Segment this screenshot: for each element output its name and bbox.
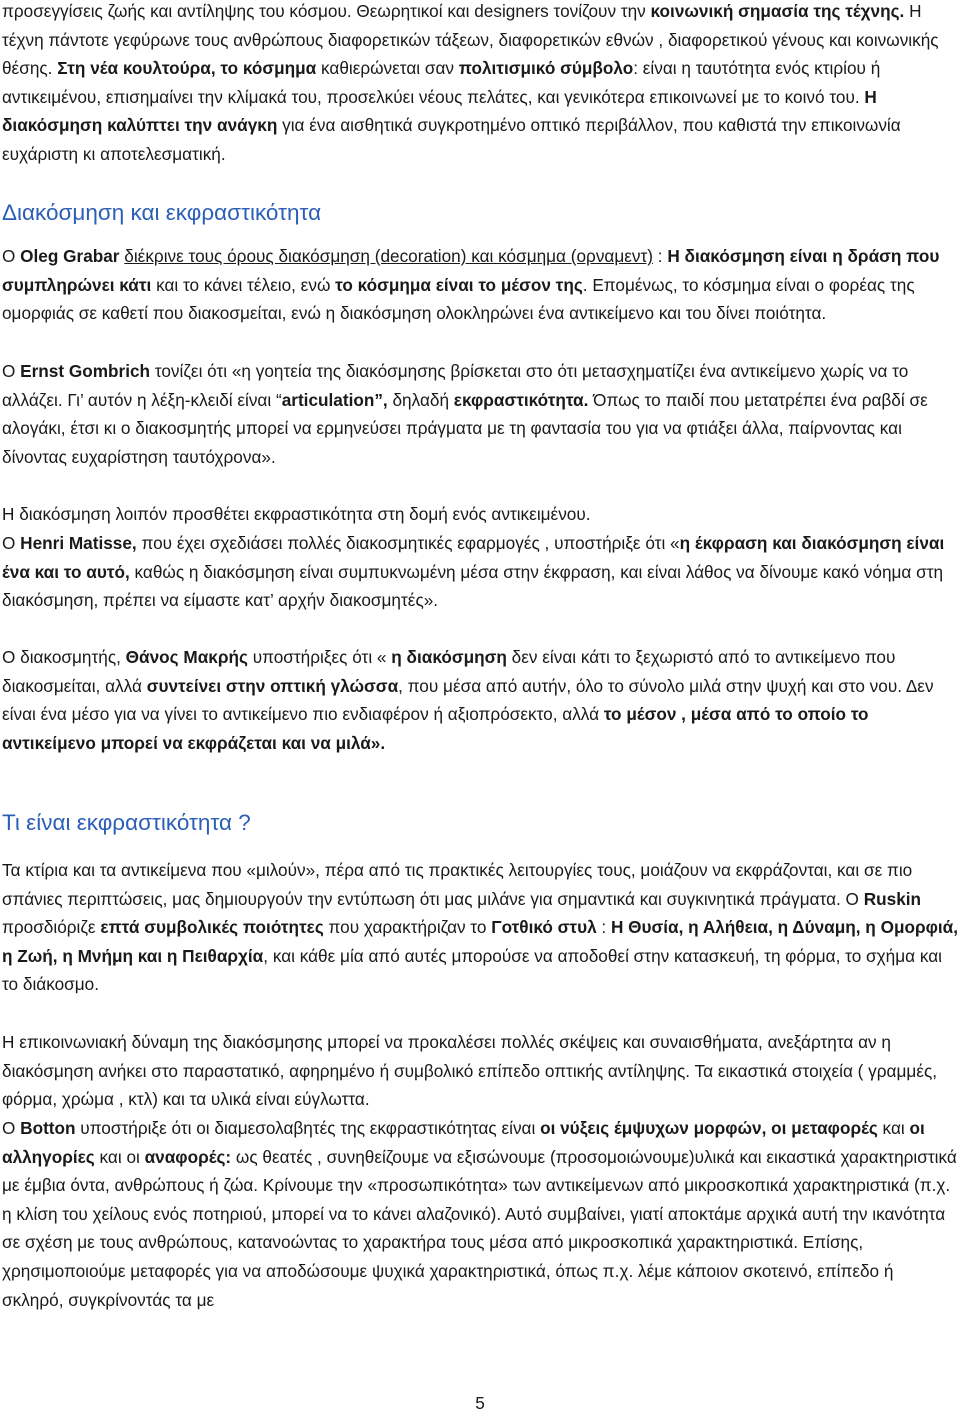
text-run: υποστήριξε ότι οι διαμεσολαβητές της εκφραστικότητας είναι [75, 1118, 541, 1138]
text-run: Τα κτίρια και τα αντικείμενα που «μιλούν», πέρα από τις πρακτικές λειτουργίες τους, μοιάζουν να εκφράζονται, και σε πιο σπάνιες περιπτώσεις, μας δημιουργούν την εντύπωση ότι μας μιλάνε για σημαντικά και συγκινητικά πράγματα. Ο [2, 860, 913, 909]
bold-text: πολιτισμικό σύμβολο [458, 58, 634, 79]
text-run: : [596, 917, 611, 938]
text-run: Ο [2, 361, 21, 381]
text-run: Ο [2, 246, 21, 266]
text-run: , που μέσα από αυτήν, όλο το σύνολο μιλά στην ψυχή και στο νου. Δεν είναι ένα μέσο για να γίνει το αντικείμενο πιο ενδιαφέρον ή αξιοπρόσεκτο, αλλά [2, 675, 934, 725]
bold-text: κοινωνική σημασία της τέχνης. [650, 1, 905, 21]
matisse-paragraph [2, 529, 958, 615]
section-heading: Τι είναι εκφραστικότητα ? [2, 810, 251, 835]
bold-text: συντείνει στην οπτική γλώσσα [146, 675, 399, 696]
bold-text: Ernst Gombrich [20, 361, 151, 381]
bold-text: το μέσον , μέσα από το οποίο το αντικείμενο μπορεί να εκφράζεται και να μιλά». [2, 704, 869, 753]
bold-text: οι αλληγορίες [2, 1118, 925, 1167]
text-run: τονίζει ότι «η γοητεία της διακόσμησης βρίσκεται στο ότι μετασχηματίζει ένα αντικείμενο χωρίς να το αλλάζει. Γι’ αυτόν η λέξη-κλειδί είναι “ [2, 361, 909, 410]
text-run: προσδιόριζε [2, 917, 101, 938]
text-run: ως θεατές , συνηθείζουμε να εξισώνουμε (προσομοιώνουμε)υλικά και εικαστικά χαρακτηριστικά με έμβια όντα, ανθρώπους ή ζώα. Κρίνουμε την «προσωπικότητα» των αντικείμενων από μικροσκοπικά χαρακτηριστικά (π.χ. η κλίση του χείλους ενός ποτηριού, μπορεί να το κάνει αλαζονικό). Αυτό συμβαίνει, γιατί αποκτάμε αρχικά αυτή την ικανότητα σε σχέση με τους ανθρώπους, κατανοώντας το χαρακτήρα τους μέσα από μικροσκοπικά χαρακτηριστικά. Επίσης, χρησιμοποιούμε μεταφορές για να αποδώσουμε ψυχικά χαρακτηριστικά, όπως π.χ. λέμε κάποιον σκοτεινό, επίπεδο ή σκληρό, συγκρίνοντάς τα με [2, 1146, 957, 1310]
text-run: δεν είναι κάτι το ξεχωριστό από το αντικείμενο που διακοσμείται, αλλά [2, 647, 896, 696]
bold-text: Η διακόσμηση είναι η δράση που συμπληρώνει κάτι [2, 246, 940, 295]
bold-text: οι νύξεις έμψυχων μορφών, οι μεταφορές [540, 1118, 878, 1138]
bold-text: Ruskin [863, 888, 922, 909]
bold-text: η έκφραση και διακόσμηση είναι ένα και το αυτό, [2, 533, 945, 582]
text-run: προσεγγίσεις ζωής και αντίληψης του κόσμου. Θεωρητικοί και designers τονίζουν την [2, 1, 651, 21]
grabar-paragraph [2, 242, 958, 328]
text-run: και [877, 1118, 910, 1138]
makris-paragraph [2, 643, 958, 757]
bold-text: Στη νέα κουλτούρα, το κόσμημα [57, 58, 317, 79]
text-run: Ο [2, 533, 21, 553]
text-run: Η τέχνη πάντοτε γεφύρωνε τους ανθρώπους διαφορετικών τάξεων, διαφορετικών εθνών , διαφορετικού γένους και κοινωνικής θέσης. [2, 1, 939, 79]
bold-text: Botton [20, 1118, 76, 1138]
text-run: που χαρακτήριζαν το [323, 917, 492, 938]
text-run: : είναι η ταυτότητα ενός κτιρίου ή αντικειμένου, επισημαίνει την κλίμακά του, προσελκύει νέους πελάτες, και γενικότερα επικοινωνεί με το κοινό του. [2, 58, 881, 107]
bold-text: εκφραστικότητα. [453, 389, 589, 410]
text-run: Ο [2, 1118, 21, 1138]
underlined-text: διέκρινε τους όρους διακόσμηση (decoration) και κόσμημα (ορναμεντ) [124, 246, 654, 266]
text-run: , και κάθε μία από αυτές μπορούσε να αποδοθεί στην κατασκευή, τη φόρμα, το σχήμα και το διάκοσμο. [2, 945, 942, 995]
bold-text: Oleg Grabar [20, 246, 120, 266]
bold-text: Θάνος Μακρής [125, 647, 248, 667]
bold-text: Henri Matisse, [20, 533, 137, 553]
text-run: Όπως το παιδί που μετατρέπει ένα ραβδί σε αλογάκι, έτσι κι ο διακοσμητής μπορεί να ερμηνεύσει πράγματα με τη φαντασία του για να φτιάξει άλλα, παίρνοντας και δίνοντας ευχαρίστηση ταυτόχρονα». [2, 389, 928, 467]
page-number: 5 [475, 1393, 485, 1413]
section-heading: Διακόσμηση και εκφραστικότητα [2, 200, 322, 225]
botton-paragraph [2, 1114, 958, 1314]
expressiveness-line: Η διακόσμηση λοιπόν προσθέτει εκφραστικότητα στη δομή ενός αντικειμένου. [2, 504, 591, 524]
bold-text: η διακόσμηση [391, 647, 507, 667]
bold-text: το κόσμημα είναι το μέσον της [335, 274, 583, 295]
text-run: καθώς η διακόσμηση είναι συμπυκνωμένη μέσα στην έκφραση, και είναι λάθος να δίνουμε κακό νόημα στη διακόσμηση, πρέπει να είμαστε κατ’ αρχήν διακοσμητές». [2, 561, 944, 611]
text-run: υποστήριξες ότι « [247, 647, 392, 667]
text-run: και το κάνει τέλειο, ενώ [151, 274, 336, 295]
text-run: : [653, 246, 668, 266]
bold-text: Γοτθικό στυλ [491, 917, 597, 938]
text-run: και οι [94, 1146, 145, 1167]
bold-text: επτά συμβολικές ποιότητες [100, 917, 324, 938]
text-run: δηλαδή [387, 389, 454, 410]
text-run: για ένα αισθητικά συγκροτημένο οπτικό περιβάλλον, που καθιστά την επικοινωνία ευχάριστη κι αποτελεσματική. [2, 115, 901, 164]
text-run: καθιερώνεται σαν [316, 58, 459, 79]
bold-text: αναφορές: [144, 1146, 232, 1167]
buildings-paragraph [2, 856, 958, 999]
communicative-paragraph: Η επικοινωνιακή δύναμη της διακόσμησης μπορεί να προκαλέσει πολλές σκέψεις και συναισθήματα, ανεξάρτητα αν η διακόσμηση ανήκει στο παραστατικό, αφηρημένο ή συμβολικό επίπεδο οπτικής αντίληψης. Τα εικαστικά στοιχεία ( γραμμές, φόρμα, χρώμα , κτλ) και τα υλικά είναι εύγλωττα. [2, 1032, 938, 1110]
bold-text: Η Θυσία, η Αλήθεια, η Δύναμη, η Ομορφιά, η Ζωή, η Μνήμη και η Πειθαρχία [2, 917, 959, 966]
bold-text: articulation”, [281, 389, 388, 410]
text-run: . Επομένως, το κόσμημα είναι ο φορέας της ομορφιάς σε καθετί που διακοσμείται, ενώ η διακόσμηση ολοκληρώνει ένα αντικείμενο και του δίνει ποιότητα. [2, 274, 915, 324]
text-run: Ο διακοσμητής, [2, 647, 126, 667]
bold-text: Η διακόσμηση καλύπτει την ανάγκη [2, 86, 877, 136]
intro-paragraph [2, 0, 958, 169]
gombrich-paragraph [2, 357, 958, 471]
text-run: που έχει σχεδιάσει πολλές διακοσμητικές εφαρμογές , υποστήριξε ότι « [136, 533, 680, 553]
